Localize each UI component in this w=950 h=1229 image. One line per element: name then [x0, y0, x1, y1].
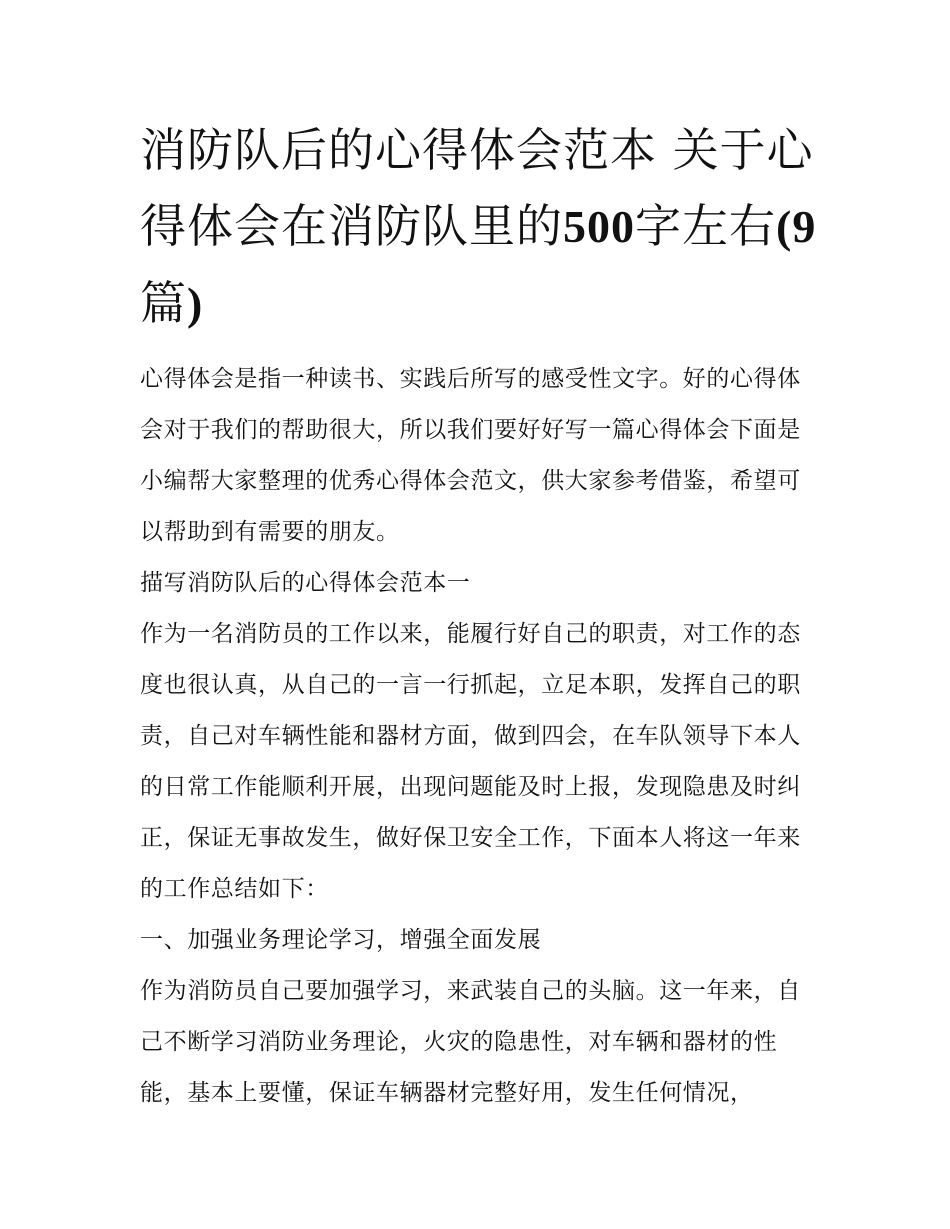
- section-heading-sample-one: 描写消防队后的心得体会范本一: [140, 570, 471, 596]
- title-text-part1: 消防队后的心得体会范本 关于心得体会在消防队里的: [140, 123, 814, 253]
- document-title: [140, 112, 820, 342]
- title-close-paren: ): [187, 278, 204, 329]
- document-body: [140, 112, 820, 1119]
- subheading-study: 一、加强业务理论学习，增强全面发展: [140, 927, 542, 953]
- title-number-500: 500: [563, 201, 635, 252]
- title-text-part3: 篇: [140, 276, 187, 330]
- intro-paragraph: 心得体会是指一种读书、实践后所写的感受性文字。好的心得体会对于我们的帮助很大，所以我们要好好写一篇心得体会下面是小编帮大家整理的优秀心得体会范文，供大家参考借鉴，希望可以帮助到有需要的朋友。: [140, 366, 801, 545]
- title-number-9: (9: [776, 201, 817, 252]
- title-text-part2: 字左右: [635, 199, 776, 253]
- body-paragraph-study: 作为消防员自己要加强学习，来武装自己的头脑。这一年来，自己不断学习消防业务理论，火灾的隐患性，对车辆和器材的性能，基本上要懂，保证车辆器材完整好用，发生任何情况，: [140, 978, 801, 1106]
- body-paragraph-duties: 作为一名消防员的工作以来，能履行好自己的职责，对工作的态度也很认真，从自己的一言一行抓起，立足本职，发挥自己的职责，自己对车辆性能和器材方面，做到四会，在车队领导下本人的日常工作能顺利开展，出现问题能及时上报，发现隐患及时纠正，保证无事故发生，做好保卫安全工作，下面本人将这一年来的工作总结如下：: [140, 621, 801, 902]
